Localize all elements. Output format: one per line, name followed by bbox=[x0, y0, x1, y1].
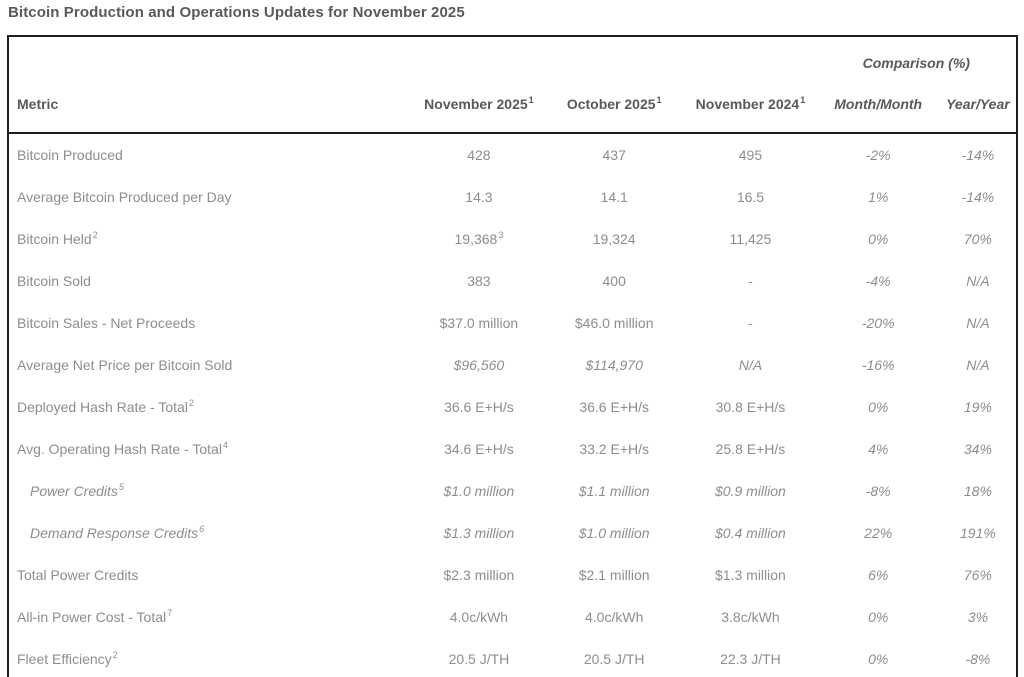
value-cell: $1.0 million bbox=[443, 483, 515, 499]
value-cell: 20.5 J/TH bbox=[583, 651, 645, 667]
value-cell: 1% bbox=[868, 189, 889, 205]
metric-cell: Bitcoin Produced bbox=[17, 147, 123, 163]
table-row bbox=[8, 133, 1017, 176]
value-cell: N/A bbox=[966, 315, 990, 331]
value-cell: 6% bbox=[868, 567, 889, 583]
table-header bbox=[8, 36, 1017, 133]
page-title: Bitcoin Production and Operations Updates for November 2025 bbox=[8, 4, 465, 21]
value-cell: $37.0 million bbox=[439, 315, 519, 331]
value-cell: 11,425 bbox=[729, 231, 772, 247]
value-cell: 30.8 E+H/s bbox=[715, 399, 786, 415]
metric-cell: Bitcoin Sold bbox=[17, 273, 91, 289]
value-cell: 495 bbox=[738, 147, 763, 163]
table-row bbox=[8, 554, 1017, 596]
footnote-marker: 2 bbox=[92, 230, 98, 241]
column-header-metric bbox=[8, 81, 414, 133]
footnote-marker: 1 bbox=[528, 94, 534, 105]
value-cell: 4.0c/kWh bbox=[449, 609, 509, 625]
value-cell: 70% bbox=[963, 231, 992, 247]
value-cell: 14.3 bbox=[465, 189, 493, 205]
value-cell: 191% bbox=[959, 525, 996, 541]
column-header-november-2025 bbox=[414, 81, 544, 133]
value-cell: 20.5 J/TH bbox=[448, 651, 510, 667]
comparison-header-label: Comparison (%) bbox=[862, 55, 970, 71]
value-cell: 383 bbox=[467, 273, 491, 289]
comparison-header bbox=[817, 36, 1017, 81]
value-cell: 19% bbox=[963, 399, 992, 415]
value-cell: -4% bbox=[865, 273, 891, 289]
bitcoin-production-table bbox=[7, 35, 1018, 677]
value-cell: 19,324 bbox=[592, 231, 636, 247]
value-cell: N/A bbox=[738, 357, 763, 373]
value-cell: 3.8c/kWh bbox=[721, 609, 780, 625]
metric-cell: Total Power Credits bbox=[17, 567, 139, 583]
column-header-november-2025-label: November 2025 bbox=[424, 95, 528, 112]
column-header-year-year-label: Year/Year bbox=[946, 95, 1010, 112]
footnote-marker: 2 bbox=[188, 398, 194, 409]
value-cell: 25.8 E+H/s bbox=[715, 441, 786, 457]
value-cell: $2.1 million bbox=[578, 567, 650, 583]
table-row bbox=[8, 428, 1017, 470]
value-cell: 437 bbox=[602, 147, 626, 163]
value-cell: $2.3 million bbox=[443, 567, 515, 583]
footnote-marker: 6 bbox=[199, 524, 205, 535]
footnote-marker: 2 bbox=[112, 650, 118, 661]
footnote-marker: 4 bbox=[222, 440, 228, 451]
value-cell: 22.3 J/TH bbox=[720, 651, 781, 667]
value-cell: $96,560 bbox=[453, 357, 505, 373]
column-header-month-month-label: Month/Month bbox=[834, 95, 923, 112]
metric-cell: Average Bitcoin Produced per Day bbox=[17, 189, 232, 205]
value-cell: $0.4 million bbox=[715, 525, 786, 541]
value-cell: 0% bbox=[868, 399, 889, 415]
value-cell: -14% bbox=[961, 189, 995, 205]
value-cell: N/A bbox=[966, 357, 990, 373]
footnote-marker: 1 bbox=[656, 94, 662, 105]
value-cell: 22% bbox=[864, 525, 893, 541]
value-cell: $114,970 bbox=[585, 357, 643, 373]
value-cell: -8% bbox=[865, 483, 891, 499]
table-row bbox=[8, 176, 1017, 218]
value-cell: 4.0c/kWh bbox=[585, 609, 644, 625]
value-cell: $1.1 million bbox=[578, 483, 650, 499]
value-cell: 0% bbox=[868, 651, 889, 667]
value-cell: 18% bbox=[963, 483, 992, 499]
header-spacer bbox=[8, 36, 817, 81]
table-row bbox=[8, 638, 1017, 677]
value-cell: 36.6 E+H/s bbox=[579, 399, 649, 415]
table-row bbox=[8, 302, 1017, 344]
value-cell: - bbox=[748, 315, 753, 331]
value-cell: 428 bbox=[467, 147, 491, 163]
value-cell: 76% bbox=[963, 567, 992, 583]
value-cell: 400 bbox=[602, 273, 626, 289]
metric-cell: Deployed Hash Rate - Total$^2$ bbox=[17, 398, 194, 415]
table-row bbox=[8, 470, 1017, 512]
metric-cell: All-in Power Cost - Total$^7$ bbox=[17, 608, 173, 625]
value-cell: 0% bbox=[868, 609, 889, 625]
value-cell: - bbox=[748, 273, 753, 289]
table-row bbox=[8, 218, 1017, 260]
value-cell: 14.1 bbox=[600, 189, 628, 205]
value-cell: 33.2 E+H/s bbox=[579, 441, 649, 457]
value-cell: $1.3 million bbox=[443, 525, 515, 541]
value-cell: -14% bbox=[961, 147, 995, 163]
metric-cell: Bitcoin Held$^2$ bbox=[17, 230, 98, 247]
footnote-marker: 1 bbox=[800, 94, 806, 105]
metric-cell: Bitcoin Sales - Net Proceeds bbox=[17, 315, 196, 331]
value-cell: -8% bbox=[965, 651, 991, 667]
column-header-metric-label: Metric bbox=[17, 95, 59, 112]
table-row bbox=[8, 386, 1017, 428]
value-cell: -2% bbox=[865, 147, 891, 163]
value-cell: 3% bbox=[967, 609, 989, 625]
value-cell: 34.6 E+H/s bbox=[444, 441, 514, 457]
table-row bbox=[8, 596, 1017, 638]
table-row bbox=[8, 512, 1017, 554]
value-cell: 34% bbox=[963, 441, 992, 457]
value-cell: 16.5 bbox=[736, 189, 765, 205]
footnote-marker: 5 bbox=[118, 482, 124, 493]
footnote-marker: 7 bbox=[167, 608, 173, 619]
table-row bbox=[8, 260, 1017, 302]
table-row bbox=[8, 344, 1017, 386]
value-cell: $1.3 million bbox=[715, 567, 786, 583]
metric-cell: Power Credits$^5$ bbox=[30, 482, 124, 499]
comparison-header-row bbox=[8, 36, 1017, 81]
value-cell: -20% bbox=[861, 315, 895, 331]
metric-cell: Demand Response Credits$^6$ bbox=[30, 524, 205, 541]
column-header-october-2025 bbox=[544, 81, 684, 133]
value-cell: $46.0 million bbox=[574, 315, 654, 331]
column-header-november-2024 bbox=[684, 81, 816, 133]
column-header-month-month bbox=[817, 81, 940, 133]
metric-cell: Average Net Price per Bitcoin Sold bbox=[17, 357, 233, 373]
table-body bbox=[8, 133, 1017, 677]
value-cell: 36.6 E+H/s bbox=[444, 399, 514, 415]
value-cell: $1.0 million bbox=[578, 525, 650, 541]
metric-cell: Fleet Efficiency$^2$ bbox=[17, 650, 118, 667]
value-cell: 4% bbox=[868, 441, 889, 457]
value-cell: $0.9 million bbox=[715, 483, 786, 499]
metric-cell: Avg. Operating Hash Rate - Total$^4$ bbox=[17, 440, 228, 457]
column-header-row bbox=[8, 81, 1017, 133]
value-cell: N/A bbox=[966, 273, 990, 289]
footnote-marker: 3 bbox=[498, 230, 504, 241]
column-header-year-year bbox=[940, 81, 1017, 133]
column-header-october-2025-label: October 2025 bbox=[566, 95, 656, 112]
value-cell: 19,368$^3$ bbox=[454, 230, 504, 247]
column-header-november-2024-label: November 2024 bbox=[695, 95, 800, 112]
value-cell: 0% bbox=[868, 231, 889, 247]
value-cell: -16% bbox=[861, 357, 895, 373]
